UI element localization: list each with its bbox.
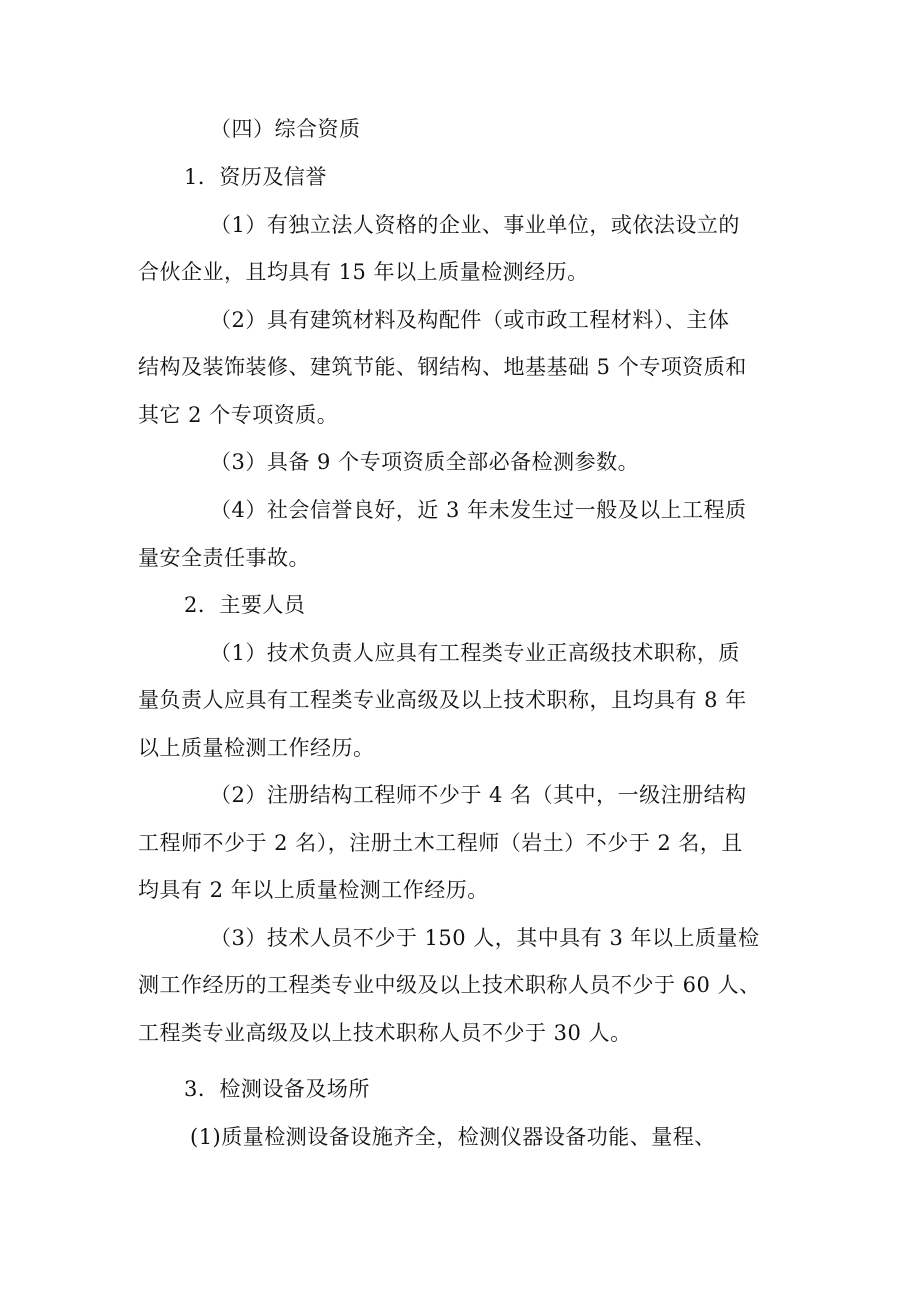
paragraph-line: 均具有 2 年以上质量检测工作经历。 — [138, 878, 489, 902]
paragraph-line: 工程类专业高级及以上技术职称人员不少于 30 人。 — [138, 1021, 632, 1045]
section-heading: （四）综合资质 — [210, 117, 361, 141]
subsection-title-2: 2．主要人员 — [184, 593, 306, 617]
paragraph-line: （3）技术人员不少于 150 人，其中具有 3 年以上质量检 — [210, 926, 760, 950]
paragraph-line: （1）技术负责人应具有工程类专业正高级技术职称，质 — [210, 641, 740, 665]
paragraph-line: （3）具备 9 个专项资质全部必备检测参数。 — [210, 450, 640, 474]
paragraph-line: (1)质量检测设备设施齐全，检测仪器设备功能、量程、 — [190, 1125, 716, 1149]
paragraph-line: 测工作经历的工程类专业中级及以上技术职称人员不少于 60 人、 — [138, 973, 761, 997]
paragraph-line: 结构及装饰装修、建筑节能、钢结构、地基基础 5 个专项资质和 — [138, 355, 747, 379]
paragraph-line: （4）社会信誉良好，近 3 年未发生过一般及以上工程质 — [210, 498, 747, 522]
paragraph-line: （1）有独立法人资格的企业、事业单位，或依法设立的 — [210, 213, 740, 237]
paragraph-line: （2）注册结构工程师不少于 4 名（其中，一级注册结构 — [210, 783, 747, 807]
paragraph-line: 工程师不少于 2 名），注册土木工程师（岩土）不少于 2 名，且 — [138, 831, 743, 855]
subsection-title-1: 1．资历及信誉 — [184, 165, 327, 189]
paragraph-line: 其它 2 个专项资质。 — [138, 403, 339, 427]
subsection-title-3: 3．检测设备及场所 — [184, 1077, 370, 1101]
paragraph-line: 量安全责任事故。 — [138, 546, 310, 570]
paragraph-line: 以上质量检测工作经历。 — [138, 736, 375, 760]
paragraph-line: （2）具有建筑材料及构配件（或市政工程材料）、主体 — [210, 308, 730, 332]
paragraph-line: 量负责人应具有工程类专业高级及以上技术职称，且均具有 8 年 — [138, 688, 747, 712]
paragraph-line: 合伙企业，且均具有 15 年以上质量检测经历。 — [138, 260, 589, 284]
